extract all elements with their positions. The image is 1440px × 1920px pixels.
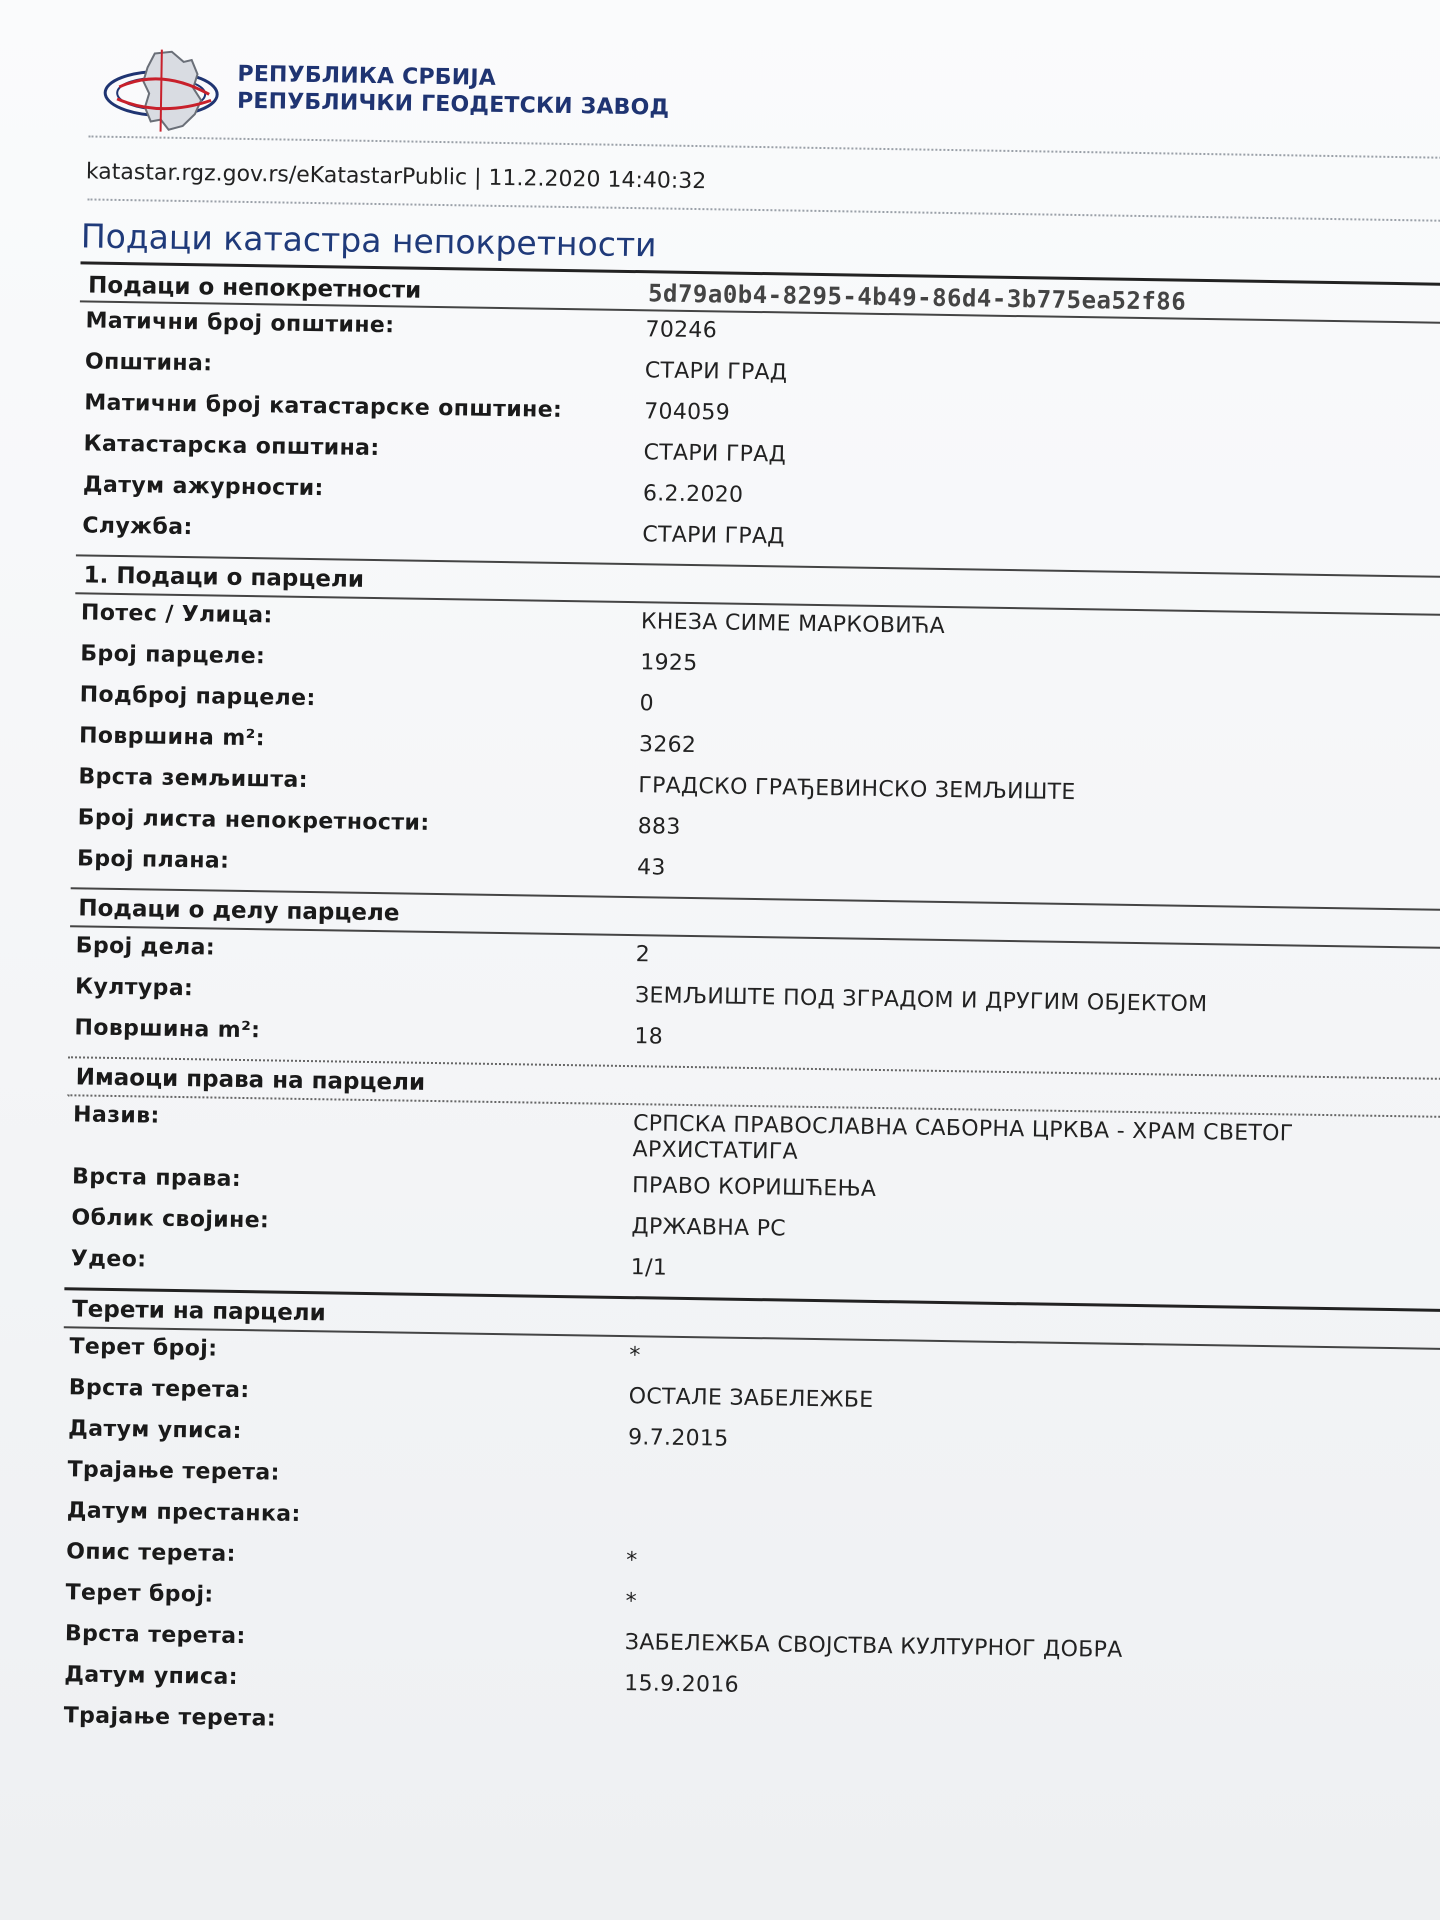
owners-section-header: Имаоци права на парцели: [75, 1064, 426, 1096]
field-value: СТАРИ ГРАД: [644, 358, 788, 386]
property-section-label: Подаци о непокретности: [87, 272, 422, 304]
field-value: 3262: [638, 732, 697, 759]
field-value: 18: [634, 1024, 664, 1050]
field-value: ГРАДСКО ГРАЂЕВИНСКО ЗЕМЉИШТЕ: [638, 773, 1076, 806]
field-label: Врста терета:: [68, 1375, 250, 1404]
field-label: Служба:: [82, 513, 193, 541]
org-line-1: РЕПУБЛИКА СРБИЈА: [237, 61, 497, 91]
field-value: *: [629, 1343, 641, 1369]
field-label: Трајање терета:: [67, 1457, 281, 1486]
field-value: 15.9.2016: [624, 1671, 740, 1698]
field-value: 43: [636, 855, 666, 881]
field-label: Врста права:: [71, 1164, 242, 1192]
field-label: Матични број катастарске општине:: [84, 390, 563, 423]
field-label: Трајање терета:: [63, 1703, 277, 1732]
source-timestamp: katastar.rgz.gov.rs/eKatastarPublic | 11.2.2020 14:40:32: [85, 159, 707, 195]
page-title: Подаци катастра непокретности: [80, 216, 657, 265]
property-id: 5d79a0b4-8295-4b49-86d4-3b775ea52f86: [647, 279, 1187, 316]
field-value: 9.7.2015: [627, 1425, 729, 1452]
field-label: Датум уписа:: [67, 1416, 242, 1445]
field-value: 1/1: [630, 1255, 668, 1281]
encumbrances-section-header: Терети на парцели: [71, 1296, 326, 1327]
field-label: Потес / Улица:: [80, 600, 273, 629]
field-label: Врста терета:: [64, 1621, 246, 1650]
field-label: Катастарска општина:: [83, 431, 380, 462]
field-value: СТАРИ ГРАД: [643, 440, 787, 468]
field-value: 704059: [644, 399, 731, 426]
field-value: 70246: [645, 317, 718, 344]
field-label: Опис терета:: [66, 1539, 236, 1567]
field-label: Терет број:: [65, 1580, 214, 1608]
field-value: *: [625, 1589, 638, 1615]
parcel-section-header: 1. Подаци о парцели: [83, 562, 365, 593]
field-label: Датум уписа:: [64, 1662, 239, 1690]
field-value: 6.2.2020: [642, 481, 744, 508]
field-label: Општина:: [84, 349, 213, 377]
field-label: Површина m²:: [78, 723, 266, 752]
field-label: Површина m²:: [74, 1015, 261, 1044]
rgz-serbia-map-logo-icon: [99, 47, 240, 134]
field-value: 883: [637, 814, 681, 840]
field-value: 2: [635, 942, 651, 968]
field-value: 1925: [640, 650, 698, 677]
cadastre-page: [33, 40, 1440, 1766]
parcel-part-section-header: Подаци о делу парцеле: [78, 895, 400, 927]
field-value: КНЕЗА СИМЕ МАРКОВИЋА: [640, 609, 946, 639]
field-value: ЗЕМЉИШТЕ ПОД ЗГРАДОМ И ДРУГИМ ОБЈЕКТОМ: [634, 983, 1208, 1018]
organization-name: [237, 61, 670, 122]
field-label: Терет број:: [69, 1334, 218, 1362]
field-value: ДРЖАВНА РС: [631, 1214, 787, 1242]
org-line-2: РЕПУБЛИЧКИ ГЕОДЕТСКИ ЗАВОД: [236, 88, 670, 121]
field-value: СРПСКА ПРАВОСЛАВНА САБОРНА ЦРКВА - ХРАМ СВЕТОГ АРХИСТАТИГА: [632, 1111, 1294, 1165]
field-label: Матични број општине:: [85, 308, 395, 339]
field-value: ЗАБЕЛЕЖБА СВОЈСТВА КУЛТУРНОГ ДОБРА: [624, 1630, 1123, 1663]
field-value: 0: [639, 691, 655, 717]
field-label: Број листа непокретности:: [77, 805, 430, 836]
field-label: Број дела:: [75, 933, 216, 961]
field-label: Култура:: [74, 974, 194, 1002]
field-label: Број плана:: [76, 846, 230, 874]
field-label: Облик својине:: [71, 1205, 270, 1234]
field-value: СТАРИ ГРАД: [642, 522, 785, 550]
field-label: Подброј парцеле:: [79, 682, 316, 712]
field-label: Број парцеле:: [80, 641, 266, 670]
field-label: Датум ажурности:: [82, 472, 324, 502]
field-value: ПРАВО КОРИШЋЕЊА: [631, 1173, 877, 1202]
field-label: Датум престанка:: [66, 1498, 301, 1527]
field-label: Назив:: [72, 1102, 160, 1129]
field-label: Врста земљишта:: [78, 764, 309, 793]
field-label: Удео:: [70, 1246, 147, 1273]
field-value: ОСТАЛЕ ЗАБЕЛЕЖБЕ: [628, 1384, 874, 1413]
field-value: *: [625, 1548, 638, 1574]
